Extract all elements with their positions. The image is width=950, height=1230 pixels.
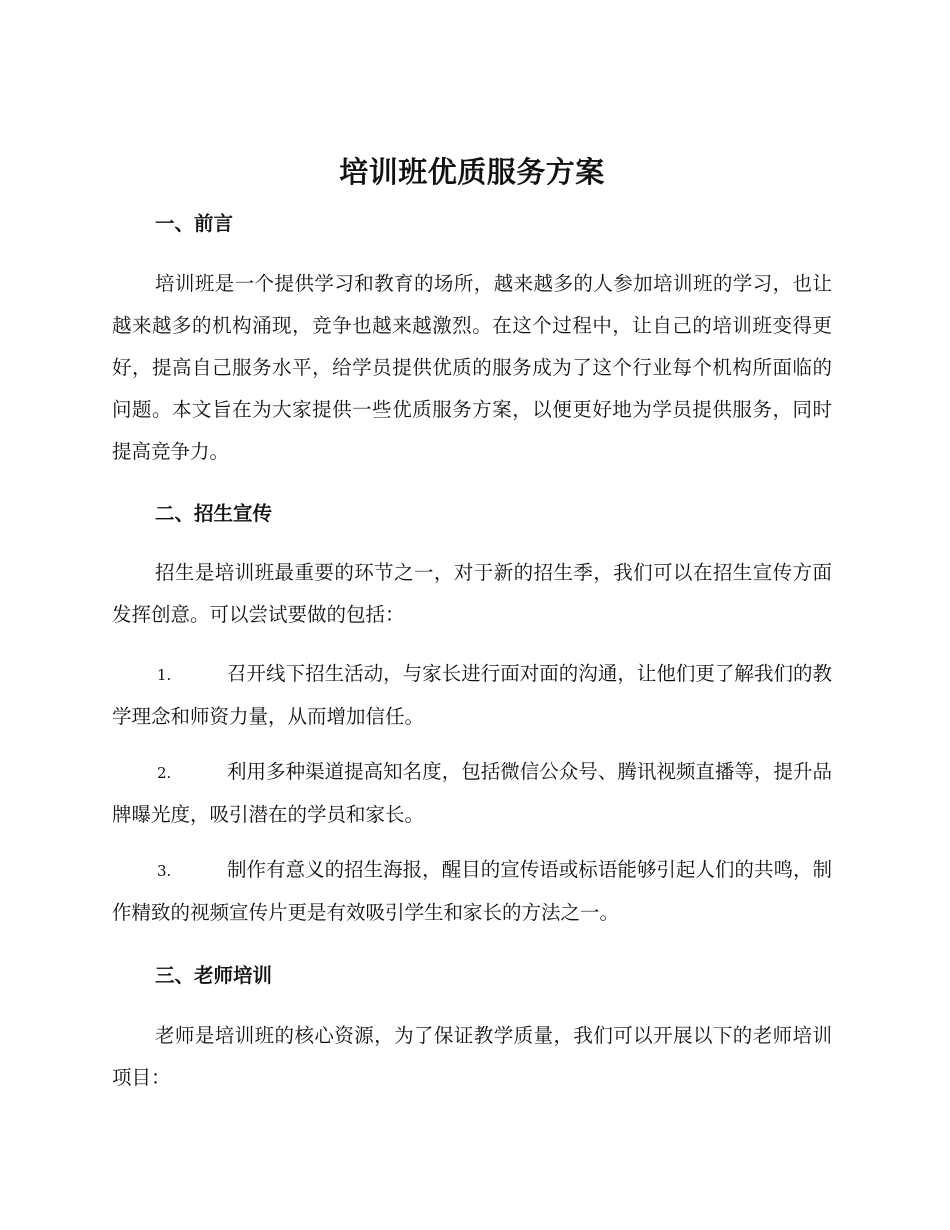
list-item-number: 2. bbox=[157, 764, 172, 782]
teacher-training-paragraph: 老师是培训班的核心资源，为了保证教学质量，我们可以开展以下的老师培训项目： bbox=[112, 1024, 832, 1089]
list-item-number: 3. bbox=[157, 862, 172, 880]
list-item-text: 召开线下招生活动，与家长进行面对面的沟通，让他们更了解我们的教学理念和师资力量，从而增加信任。 bbox=[112, 662, 832, 728]
document-title: 培训班优质服务方案 bbox=[339, 155, 605, 189]
list-item-text: 利用多种渠道提高知名度，包括微信公众号、腾讯视频直播等，提升品牌曝光度，吸引潜在的学员和家长。 bbox=[112, 760, 832, 826]
section-heading-teacher-training: 三、老师培训 bbox=[155, 964, 273, 987]
section-heading-preface: 一、前言 bbox=[155, 212, 234, 235]
list-item-number: 1. bbox=[157, 666, 172, 684]
section-heading-enrollment: 二、招生宣传 bbox=[155, 502, 273, 525]
document-body bbox=[112, 150, 832, 1099]
list-item-text: 制作有意义的招生海报，醒目的宣传语或标语能够引起人们的共鸣，制作精致的视频宣传片更是有效吸引学生和家长的方法之一。 bbox=[112, 858, 832, 924]
list-item bbox=[112, 653, 832, 738]
preface-paragraph: 培训班是一个提供学习和教育的场所，越来越多的人参加培训班的学习，也让越来越多的机构涌现，竞争也越来越激烈。在这个过程中，让自己的培训班变得更好，提高自己服务水平，给学员提供优质的服务成为了这个行业每个机构所面临的问题。本文旨在为大家提供一些优质服务方案，以便更好地为学员提供服务，同时提高竞争力。 bbox=[112, 272, 832, 463]
list-item bbox=[112, 849, 832, 934]
enrollment-paragraph: 招生是培训班最重要的环节之一，对于新的招生季，我们可以在招生宣传方面发挥创意。可以尝试要做的包括： bbox=[112, 561, 832, 626]
list-item bbox=[112, 751, 832, 836]
